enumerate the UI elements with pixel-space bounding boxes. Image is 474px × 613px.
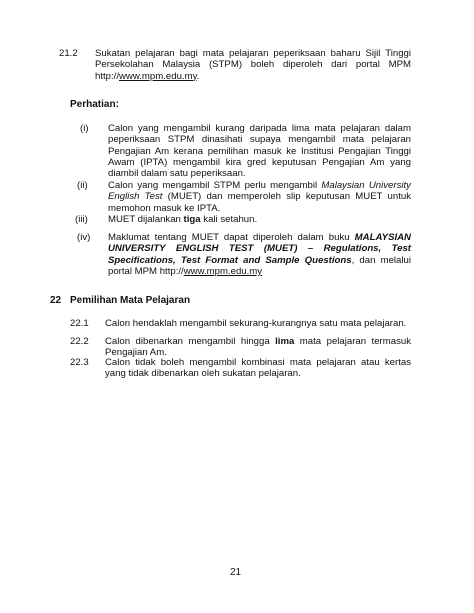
section-22-2-number: 22.2 <box>70 336 89 347</box>
section-22-1-number: 22.1 <box>70 318 89 329</box>
section-21-2-text: Sukatan pelajaran bagi mata pelajaran peperiksaan baharu Sijil Tinggi Persekolahan Malaysia (STPM) boleh diperoleh dari portal MPM http://www.mpm.edu.my. <box>95 48 411 82</box>
perhatian-item-ii-marker: (ii) <box>77 180 88 191</box>
page-number: 21 <box>230 567 242 578</box>
perhatian-item-iii-text: MUET dijalankan tiga kali setahun. <box>108 214 258 225</box>
section-22-1-text: Calon hendaklah mengambil sekurang-kurangnya satu mata pelajaran. <box>105 318 407 329</box>
perhatian-item-ii-text: Calon yang mengambil STPM perlu mengambil Malaysian University English Test (MUET) dan memperoleh slip keputusan MUET untuk memohon masuk ke IPTA. <box>108 180 411 214</box>
mpm-portal-link[interactable]: www.mpm.edu.my <box>119 70 197 82</box>
section-22-title: Pemilihan Mata Pelajaran <box>70 295 191 306</box>
section-21-2-number: 21.2 <box>59 48 78 59</box>
section-22-3-number: 22.3 <box>70 357 89 368</box>
perhatian-item-iv-marker: (iv) <box>77 232 91 243</box>
section-22-2-text: Calon dibenarkan mengambil hingga lima mata pelajaran termasuk Pengajian Am. <box>105 336 411 359</box>
perhatian-item-iv-text: Maklumat tentang MUET dapat diperoleh dalam buku MALAYSIAN UNIVERSITY ENGLISH TEST (MUET) – Regulations, Test Specifications, Test Format and Sample Questions, dan melalui portal MPM http://www.mpm.edu.my <box>108 232 411 277</box>
section-22-number: 22 <box>50 295 62 306</box>
perhatian-heading: Perhatian: <box>70 99 119 110</box>
section-22-3-text: Calon tidak boleh mengambil kombinasi mata pelajaran atau kertas yang tidak dibenarkan oleh sukatan pelajaran. <box>105 357 411 380</box>
mpm-portal-link-2[interactable]: www.mpm.edu.my <box>183 265 263 277</box>
perhatian-item-i-text: Calon yang mengambil kurang daripada lima mata pelajaran dalam peperiksaan STPM dinasihati supaya mengambil mata pelajaran Pengajian Am kerana pemilihan masuk ke Institusi Pengajian Tinggi Awam (IPTA) mengambil kira gred keputusan Pengajian Am yang diambil dalam satu peperiksaan. <box>108 123 411 180</box>
perhatian-item-i-marker: (i) <box>80 123 89 134</box>
perhatian-item-iii-marker: (iii) <box>75 214 88 225</box>
